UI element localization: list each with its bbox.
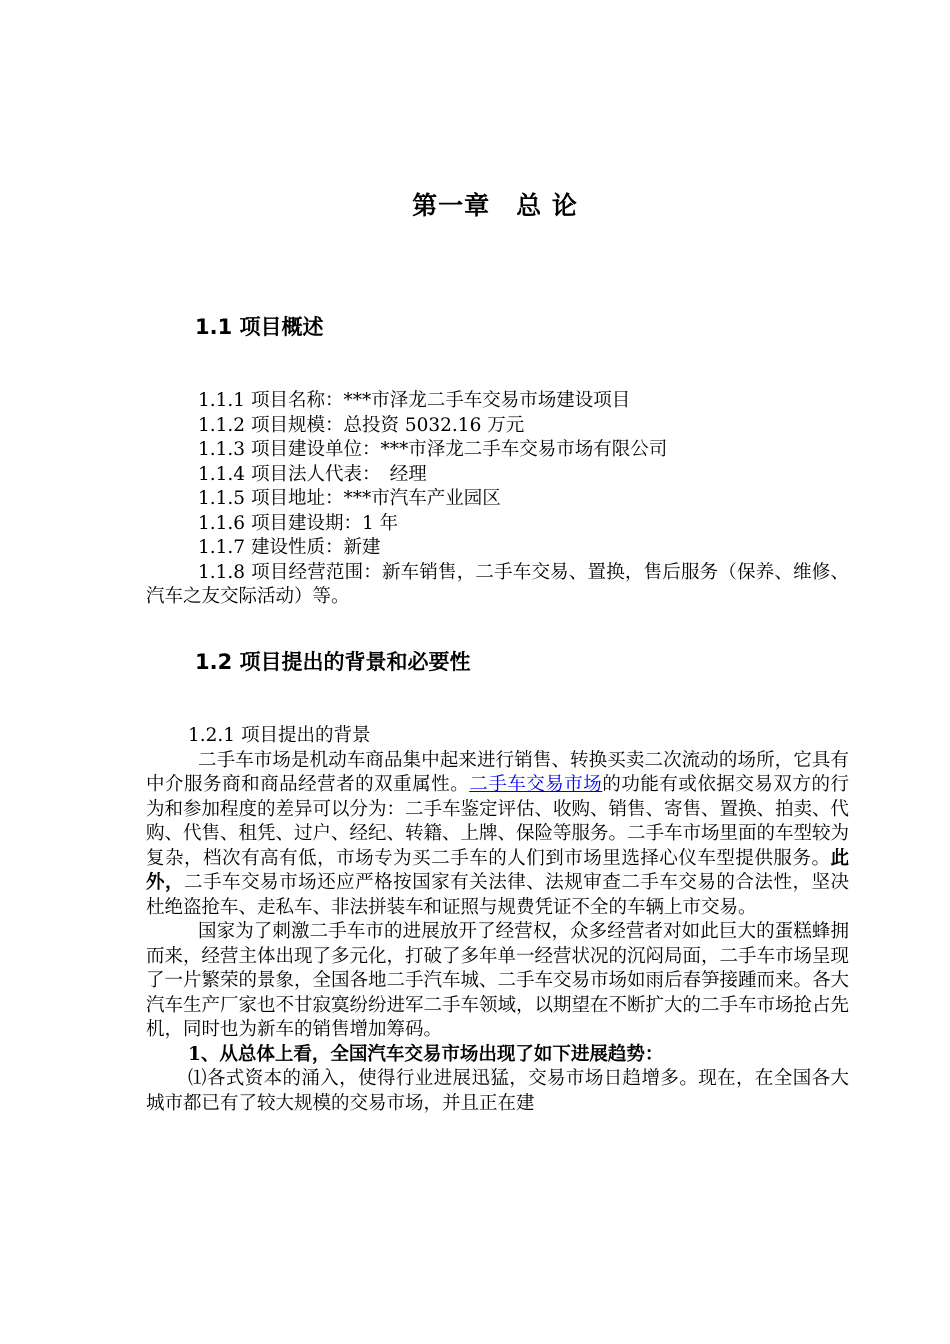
project-address-item: 1.1.5 项目地址：***市汽车产业园区 [198,488,501,509]
subsection-heading: 1.2.1 项目提出的背景 [188,725,371,746]
paragraph-text: 二手车市场是机动车商品集中起来进行销售、转换买卖二次流动的场所，它具有中介服务商和商品经营者的双重属性。 [146,749,849,795]
chapter-title: 第一章 总 论 [412,191,578,220]
background-paragraph-2: 国家为了刺激二手车市的进展放开了经营权，众多经营者对如此巨大的蛋糕蜂拥而来，经营主体出现了多元化，打破了多年单一经营状况的沉闷局面，二手车市场呈现了一片繁荣的景象，全国各地二手汽车城、二手车交易市场如雨后春笋接踵而来。各大汽车生产厂家也不甘寂寞纷纷进军二手车领域，以期望在不断扩大的二手车市场抢占先机，同时也为新车的销售增加筹码。 [146,921,850,1040]
paragraph-text: 的功能有或依据交易双方的行为和参加程度的差异可以分为：二手车鉴定评估、收购、销售、寄售、置换、拍卖、代购、代售、租凭、过户、经纪、转籍、上牌、保险等服务。二手车市场里面的车型较为复杂，档次有高有低，市场专为买二手车的人们到市场里选择心仪车型提供服务。 [146,774,850,869]
section-1-2-heading: 1.2 项目提出的背景和必要性 [195,650,471,674]
background-paragraph-1 [146,749,849,921]
project-builder-item: 1.1.3 项目建设单位：***市泽龙二手车交易市场有限公司 [198,439,668,460]
trend-heading: 1、从总体上看，全国汽车交易市场出现了如下进展趋势： [188,1043,664,1065]
paragraph-text: 二手车交易市场还应严格按国家有关法律、法规审查二手车交易的合法性，坚决杜绝盗抢车、走私车、非法拼装车和证照与规费凭证不全的车辆上市交易。 [146,872,849,918]
project-nature-item: 1.1.7 建设性质：新建 [198,537,381,558]
used-car-market-link[interactable]: 二手车交易市场 [469,774,603,795]
project-scale-item: 1.1.2 项目规模：总投资 5032.16 万元 [198,414,525,436]
section-1-1-heading: 1.1 项目概述 [195,315,324,339]
project-name-item: 1.1.1 项目名称：***市泽龙二手车交易市场建设项目 [198,390,631,411]
project-period-item: 1.1.6 项目建设期：1 年 [198,512,399,534]
project-info-list [146,389,849,610]
trend-item-1: ⑴各式资本的涌入，使得行业进展迅猛，交易市场日趋增多。现在，在全国各大城市都已有了较大规模的交易市场，并且正在建 [146,1068,849,1114]
bold-text: 此外， [146,847,849,893]
section-1-2-body [146,724,849,1116]
project-legal-rep-item: 1.1.4 项目法人代表： 经理 [198,463,427,485]
project-scope-item: 1.1.8 项目经营范围：新车销售，二手车交易、置换，售后服务（保养、维修、汽车之友交际活动）等。 [146,561,849,607]
